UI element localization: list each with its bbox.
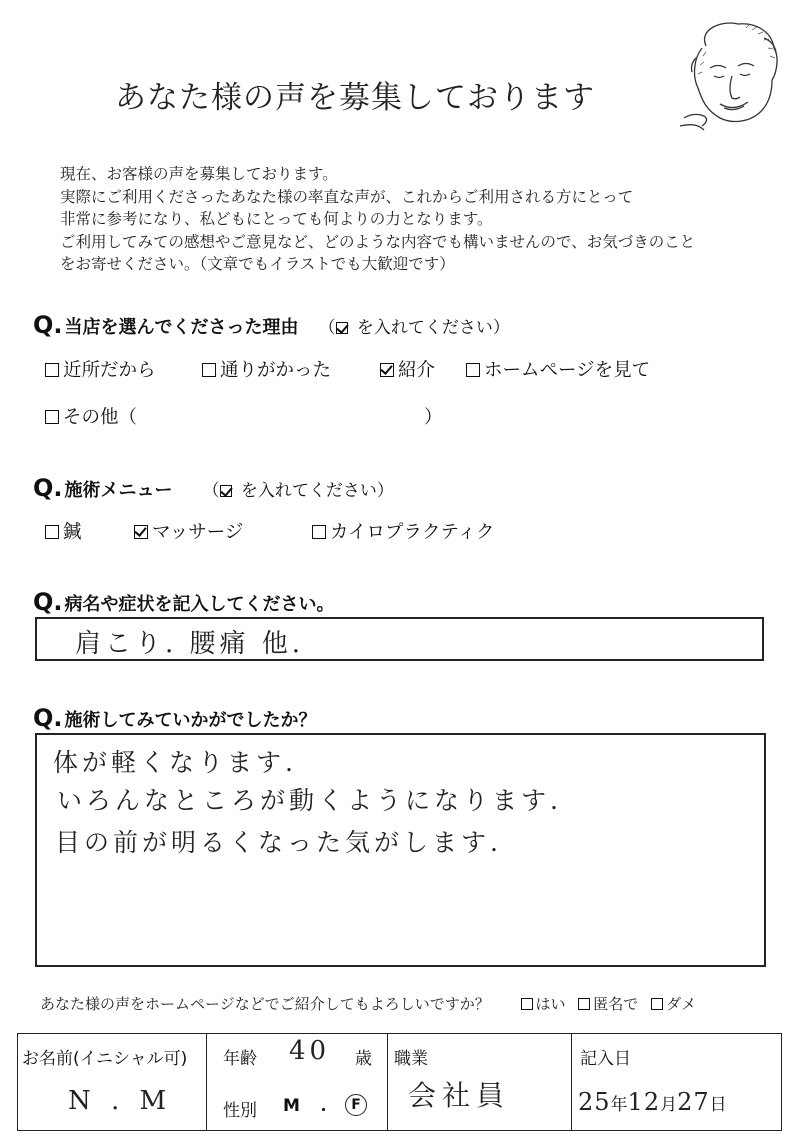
- question-reason: [33, 311, 510, 339]
- permission-option-no[interactable]: ダメ: [643, 995, 696, 1013]
- checkbox-icon: [220, 485, 232, 497]
- caricature-portrait-icon: [676, 18, 784, 136]
- permission-question: あなた様の声をホームページなどでご紹介してもよろしいですか？ はい 匿名で ダメ: [40, 995, 697, 1013]
- date-value: [578, 1088, 727, 1116]
- intro-line: 現在、お客様の声を募集しております。: [60, 165, 338, 183]
- checkbox-icon[interactable]: [45, 525, 59, 539]
- q-mark: Q.: [33, 311, 63, 339]
- checkbox-icon[interactable]: [466, 363, 480, 377]
- checkbox-icon[interactable]: [651, 998, 663, 1010]
- sex-m[interactable]: M: [283, 1096, 300, 1116]
- reason-option[interactable]: 通りがかった: [202, 356, 331, 382]
- impression-line: 目の前が明るくなった気がします.: [55, 828, 502, 857]
- menu-option[interactable]: カイロプラクティク: [312, 518, 494, 544]
- q-mark: Q.: [33, 704, 63, 732]
- question-menu: [33, 474, 394, 502]
- date-day: 27: [677, 1088, 710, 1116]
- date-month-unit: 月: [660, 1095, 678, 1115]
- intro-line: をお寄せください。（文章でもイラストでも大歓迎です）: [60, 255, 455, 273]
- date-year: 25: [578, 1088, 611, 1116]
- question-text: 施術メニュー: [64, 480, 173, 501]
- checkbox-icon: [336, 322, 348, 334]
- menu-option[interactable]: 鍼: [45, 518, 82, 544]
- sex-label: 性別: [223, 1101, 257, 1121]
- symptoms-answer-box[interactable]: [35, 617, 764, 661]
- respondent-info-table: [17, 1033, 782, 1131]
- other-close: ）: [424, 407, 443, 428]
- intro-line: 実際にご利用くださったあなた様の率直な声が、これからご利用される方にとって: [60, 187, 634, 206]
- question-hint: （ を入れてください）: [202, 481, 394, 501]
- question-text: 施術してみていかがでしたか？: [64, 710, 317, 731]
- name-cell[interactable]: [18, 1034, 207, 1131]
- question-symptoms: [33, 588, 335, 616]
- name-label: お名前(イニシャル可): [22, 1049, 188, 1069]
- permission-option-anonymous[interactable]: 匿名で: [570, 995, 638, 1013]
- checkbox-icon[interactable]: [312, 525, 326, 539]
- sex-separator: ・: [315, 1101, 332, 1121]
- age-sex-cell[interactable]: [207, 1034, 388, 1131]
- date-year-unit: 年: [610, 1095, 628, 1115]
- symptoms-answer: 肩こり. 腰痛 他.: [75, 629, 305, 659]
- menu-option[interactable]: マッサージ: [134, 518, 243, 544]
- reason-option[interactable]: 紹介: [380, 356, 435, 382]
- reason-option[interactable]: ホームページを見て: [466, 356, 650, 382]
- checkbox-icon[interactable]: [578, 998, 590, 1010]
- question-text: 病名や症状を記入してください。: [64, 594, 335, 615]
- checkbox-icon[interactable]: [134, 525, 148, 539]
- question-hint: （ を入れてください）: [318, 318, 510, 338]
- checkbox-icon[interactable]: [45, 363, 59, 377]
- date-month: 12: [627, 1088, 661, 1116]
- job-cell[interactable]: [388, 1034, 572, 1131]
- checkbox-icon[interactable]: [202, 363, 216, 377]
- q-mark: Q.: [33, 474, 63, 502]
- question-text: 当店を選んでくださった理由: [64, 317, 299, 338]
- name-value: N . M: [68, 1086, 173, 1116]
- reason-option[interactable]: 近所だから: [45, 356, 156, 382]
- question-impression: [33, 704, 317, 732]
- other-input[interactable]: [160, 403, 420, 427]
- intro-text: [60, 163, 695, 276]
- date-label: 記入日: [580, 1049, 631, 1069]
- permission-option-yes[interactable]: はい: [513, 995, 566, 1013]
- intro-line: ご利用してみての感想やご意見など、どのような内容でも構いませんので、お気づきのこと: [60, 232, 696, 251]
- age-unit: 歳: [355, 1049, 372, 1069]
- age-label: 年齢: [223, 1049, 257, 1069]
- q-mark: Q.: [33, 588, 63, 616]
- sex-f-selected[interactable]: F: [345, 1094, 367, 1116]
- reason-option-other[interactable]: その他（: [45, 403, 137, 429]
- job-value: 会社員: [408, 1079, 511, 1112]
- intro-line: 非常に参考になり、私どもにとっても何よりの力となります。: [60, 210, 493, 228]
- impression-answer-box[interactable]: [35, 733, 766, 967]
- age-value: 40: [289, 1036, 331, 1066]
- impression-line: 体が軽くなります.: [53, 748, 297, 777]
- impression-line: いろんなところが動くようになります.: [57, 786, 562, 815]
- job-label: 職業: [394, 1049, 428, 1069]
- checkbox-icon[interactable]: [521, 998, 533, 1010]
- date-day-unit: 日: [709, 1095, 727, 1115]
- checkbox-icon[interactable]: [380, 363, 394, 377]
- page-title: あなた様の声を募集しております: [115, 80, 595, 116]
- date-cell[interactable]: [572, 1034, 782, 1131]
- checkbox-icon[interactable]: [45, 410, 59, 424]
